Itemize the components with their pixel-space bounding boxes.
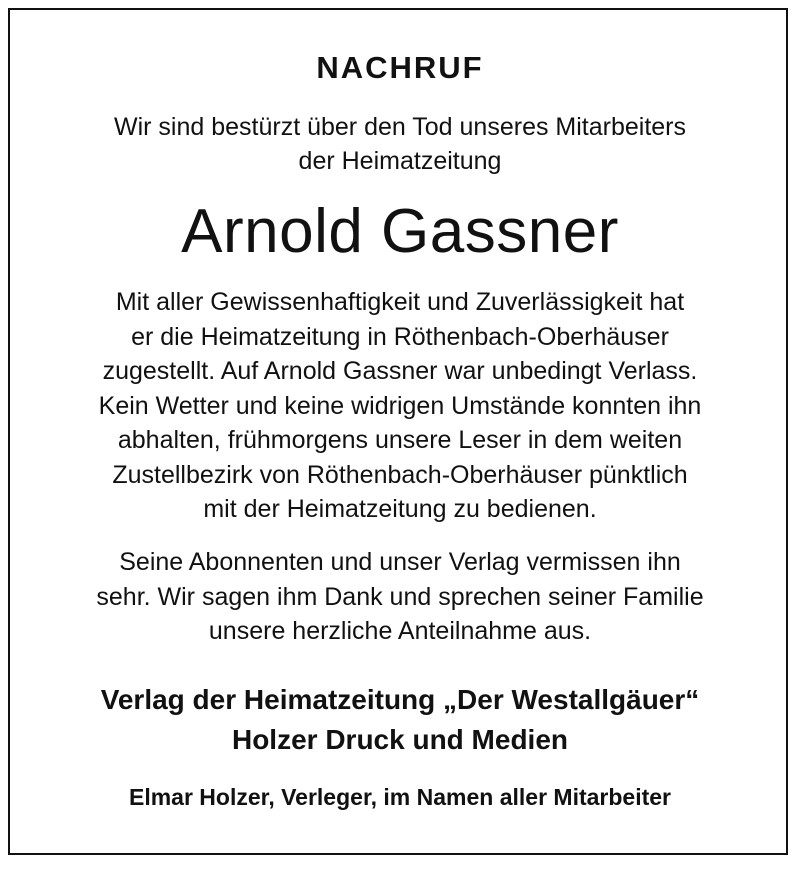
intro-line: Wir sind bestürzt über den Tod unseres Mitarbeiters [113,113,687,141]
condolence-line: sehr. Wir sagen ihm Dank und sprechen seiner Familie [96,582,704,611]
intro-text [0,110,800,178]
publisher-block [0,680,800,760]
condolence-line: Seine Abonnenten und unser Verlag vermissen ihn [119,548,681,576]
tribute-line: abhalten, frühmorgens unsere Leser in dem weiten [117,426,683,454]
tribute-line: Mit aller Gewissenhaftigkeit und Zuverlässigkeit hat [115,288,685,316]
notice-heading: NACHRUF [316,50,484,85]
signature-line: Elmar Holzer, Verleger, im Namen aller Mitarbeiter [128,784,672,810]
publisher-company: Holzer Druck und Medien [231,724,569,755]
tribute-line: mit der Heimatzeitung zu bedienen. [203,495,597,523]
tribute-paragraph [0,285,800,527]
tribute-line: zugestellt. Auf Arnold Gassner war unbedingt Verlass. [102,357,698,385]
publisher-name: Verlag der Heimatzeitung „Der Westallgäuer“ [100,684,700,715]
intro-line: der Heimatzeitung [298,147,502,175]
deceased-name: Arnold Gassner [181,197,619,266]
tribute-line: er die Heimatzeitung in Röthenbach-Oberhäuser [131,322,669,351]
condolence-paragraph [0,545,800,649]
condolence-line: unsere herzliche Anteilnahme aus. [208,617,592,645]
tribute-line: Kein Wetter und keine widrigen Umstände konnten ihn [98,391,702,420]
tribute-line: Zustellbezirk von Röthenbach-Oberhäuser pünktlich [112,460,688,489]
